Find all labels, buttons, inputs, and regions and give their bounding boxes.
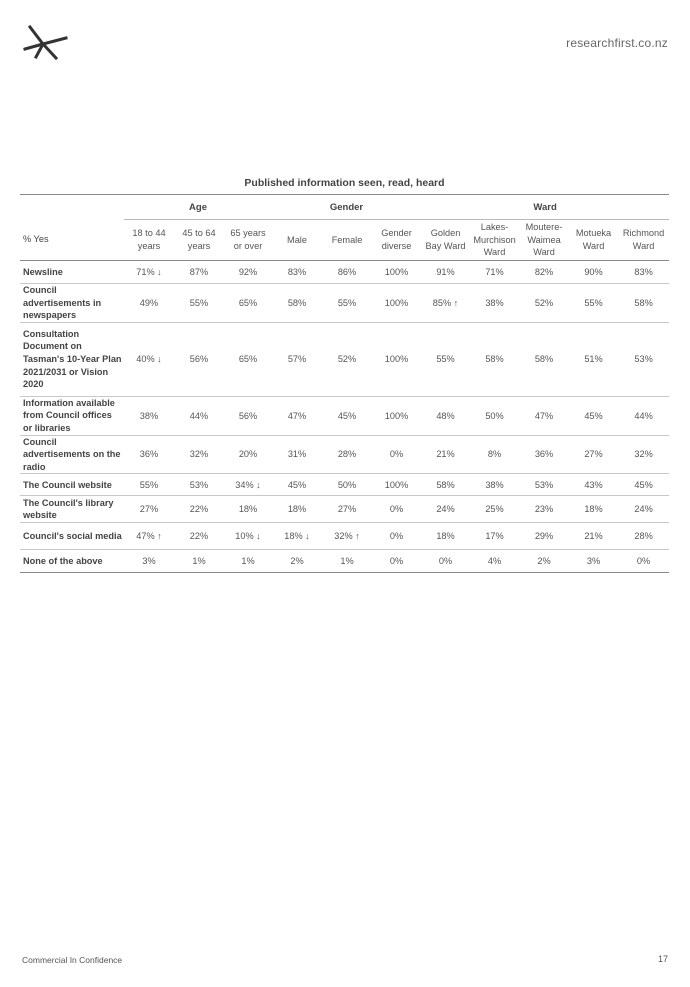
row-label: Newsline bbox=[20, 261, 124, 284]
table-cell: 0% bbox=[372, 496, 421, 523]
table-cell: 29% bbox=[519, 523, 569, 550]
table-cell: 47% ↑ bbox=[124, 523, 174, 550]
table-cell: 83% bbox=[618, 261, 669, 284]
table-cell: 32% bbox=[174, 435, 224, 474]
table-cell: 17% bbox=[470, 523, 519, 550]
table-cell: 28% bbox=[322, 435, 372, 474]
data-table bbox=[20, 194, 669, 573]
table-cell: 38% bbox=[470, 284, 519, 323]
table-cell: 40% ↓ bbox=[124, 322, 174, 396]
table-cell: 0% bbox=[372, 435, 421, 474]
footer-confidentiality: Commercial In Confidence bbox=[22, 955, 123, 965]
table-cell: 51% bbox=[569, 322, 618, 396]
row-header-label: % Yes bbox=[20, 220, 124, 261]
table-cell: 27% bbox=[124, 496, 174, 523]
table-cell: 100% bbox=[372, 474, 421, 496]
table-cell: 82% bbox=[519, 261, 569, 284]
column-header: Lakes-Murchison Ward bbox=[470, 220, 519, 261]
table-cell: 3% bbox=[569, 550, 618, 573]
table-cell: 50% bbox=[470, 396, 519, 435]
column-header: Moutere-Waimea Ward bbox=[519, 220, 569, 261]
table-body bbox=[20, 261, 669, 573]
table-cell: 71% ↓ bbox=[124, 261, 174, 284]
table-row bbox=[20, 550, 669, 573]
table-cell: 100% bbox=[372, 284, 421, 323]
table-cell: 18% ↓ bbox=[272, 523, 322, 550]
table-cell: 21% bbox=[421, 435, 470, 474]
table-cell: 52% bbox=[322, 322, 372, 396]
table-row bbox=[20, 523, 669, 550]
table-cell: 18% bbox=[421, 523, 470, 550]
group-header-row bbox=[20, 195, 669, 220]
table-cell: 100% bbox=[372, 261, 421, 284]
table-cell: 1% bbox=[224, 550, 272, 573]
table-cell: 100% bbox=[372, 396, 421, 435]
table-cell: 28% bbox=[618, 523, 669, 550]
site-url[interactable]: researchfirst.co.nz bbox=[566, 36, 668, 50]
table-cell: 56% bbox=[174, 322, 224, 396]
table-cell: 53% bbox=[618, 322, 669, 396]
column-header: 45 to 64 years bbox=[174, 220, 224, 261]
column-header: Gender diverse bbox=[372, 220, 421, 261]
table-cell: 32% ↑ bbox=[322, 523, 372, 550]
table-cell: 27% bbox=[322, 496, 372, 523]
table-cell: 21% bbox=[569, 523, 618, 550]
table-cell: 90% bbox=[569, 261, 618, 284]
table-cell: 71% bbox=[470, 261, 519, 284]
table-cell: 100% bbox=[372, 322, 421, 396]
table-cell: 8% bbox=[470, 435, 519, 474]
table-cell: 57% bbox=[272, 322, 322, 396]
column-header: 65 years or over bbox=[224, 220, 272, 261]
table-cell: 24% bbox=[618, 496, 669, 523]
table-cell: 58% bbox=[519, 322, 569, 396]
table-cell: 38% bbox=[124, 396, 174, 435]
table-cell: 34% ↓ bbox=[224, 474, 272, 496]
table-cell: 45% bbox=[322, 396, 372, 435]
table-cell: 92% bbox=[224, 261, 272, 284]
row-label: The Council's library website bbox=[20, 496, 124, 523]
table-cell: 53% bbox=[519, 474, 569, 496]
table-cell: 83% bbox=[272, 261, 322, 284]
table-cell: 58% bbox=[470, 322, 519, 396]
table-cell: 91% bbox=[421, 261, 470, 284]
table-cell: 55% bbox=[124, 474, 174, 496]
table-cell: 1% bbox=[322, 550, 372, 573]
logo-star-icon bbox=[22, 24, 68, 64]
table-cell: 65% bbox=[224, 284, 272, 323]
table-cell: 58% bbox=[618, 284, 669, 323]
table-row bbox=[20, 322, 669, 396]
table-cell: 3% bbox=[124, 550, 174, 573]
table-cell: 25% bbox=[470, 496, 519, 523]
row-label: Council advertisements in newspapers bbox=[20, 284, 124, 323]
table-cell: 4% bbox=[470, 550, 519, 573]
table-cell: 55% bbox=[421, 322, 470, 396]
table-cell: 47% bbox=[272, 396, 322, 435]
table-cell: 2% bbox=[519, 550, 569, 573]
row-label: Council advertisements on the radio bbox=[20, 435, 124, 474]
table-cell: 52% bbox=[519, 284, 569, 323]
table-cell: 23% bbox=[519, 496, 569, 523]
table-cell: 18% bbox=[272, 496, 322, 523]
table-cell: 55% bbox=[322, 284, 372, 323]
row-label: Consultation Document on Tasman's 10-Year Plan 2021/2031 or Vision 2020 bbox=[20, 322, 124, 396]
column-header-row bbox=[20, 220, 669, 261]
table-cell: 18% bbox=[224, 496, 272, 523]
table-cell: 31% bbox=[272, 435, 322, 474]
table-cell: 58% bbox=[421, 474, 470, 496]
table-cell: 45% bbox=[272, 474, 322, 496]
table-cell: 47% bbox=[519, 396, 569, 435]
table-cell: 10% ↓ bbox=[224, 523, 272, 550]
group-age: Age bbox=[124, 195, 272, 220]
table-cell: 45% bbox=[569, 396, 618, 435]
table-cell: 22% bbox=[174, 523, 224, 550]
column-header: Richmond Ward bbox=[618, 220, 669, 261]
table-cell: 1% bbox=[174, 550, 224, 573]
table-cell: 0% bbox=[618, 550, 669, 573]
table-cell: 0% bbox=[421, 550, 470, 573]
table-cell: 87% bbox=[174, 261, 224, 284]
table-cell: 65% bbox=[224, 322, 272, 396]
column-header: Golden Bay Ward bbox=[421, 220, 470, 261]
group-header-blank bbox=[20, 195, 124, 220]
table-cell: 43% bbox=[569, 474, 618, 496]
column-header: Female bbox=[322, 220, 372, 261]
page-number: 17 bbox=[657, 954, 668, 964]
table-cell: 0% bbox=[372, 550, 421, 573]
table-cell: 48% bbox=[421, 396, 470, 435]
table-cell: 85% ↑ bbox=[421, 284, 470, 323]
research-first-star-logo bbox=[22, 24, 68, 64]
table-row bbox=[20, 435, 669, 474]
table-row bbox=[20, 474, 669, 496]
table-cell: 58% bbox=[272, 284, 322, 323]
table-cell: 50% bbox=[322, 474, 372, 496]
table-cell: 44% bbox=[174, 396, 224, 435]
table-cell: 38% bbox=[470, 474, 519, 496]
table-cell: 53% bbox=[174, 474, 224, 496]
table-row bbox=[20, 396, 669, 435]
table-cell: 44% bbox=[618, 396, 669, 435]
group-gender: Gender bbox=[272, 195, 421, 220]
table-row bbox=[20, 496, 669, 523]
table-row bbox=[20, 261, 669, 284]
table-cell: 36% bbox=[124, 435, 174, 474]
table-cell: 55% bbox=[174, 284, 224, 323]
table-cell: 32% bbox=[618, 435, 669, 474]
column-header: 18 to 44 years bbox=[124, 220, 174, 261]
table-cell: 56% bbox=[224, 396, 272, 435]
row-label: Council's social media bbox=[20, 523, 124, 550]
group-ward: Ward bbox=[421, 195, 669, 220]
table-cell: 0% bbox=[372, 523, 421, 550]
row-label: Information available from Council offices or libraries bbox=[20, 396, 124, 435]
table-cell: 27% bbox=[569, 435, 618, 474]
table-cell: 36% bbox=[519, 435, 569, 474]
table-cell: 20% bbox=[224, 435, 272, 474]
table-cell: 18% bbox=[569, 496, 618, 523]
row-label: None of the above bbox=[20, 550, 124, 573]
table-cell: 2% bbox=[272, 550, 322, 573]
table-cell: 22% bbox=[174, 496, 224, 523]
table-cell: 55% bbox=[569, 284, 618, 323]
table-title: Published information seen, read, heard bbox=[244, 177, 445, 189]
column-header: Male bbox=[272, 220, 322, 261]
table-row bbox=[20, 284, 669, 323]
row-label: The Council website bbox=[20, 474, 124, 496]
column-header: Motueka Ward bbox=[569, 220, 618, 261]
table-cell: 86% bbox=[322, 261, 372, 284]
table-cell: 49% bbox=[124, 284, 174, 323]
table-cell: 45% bbox=[618, 474, 669, 496]
table-cell: 24% bbox=[421, 496, 470, 523]
